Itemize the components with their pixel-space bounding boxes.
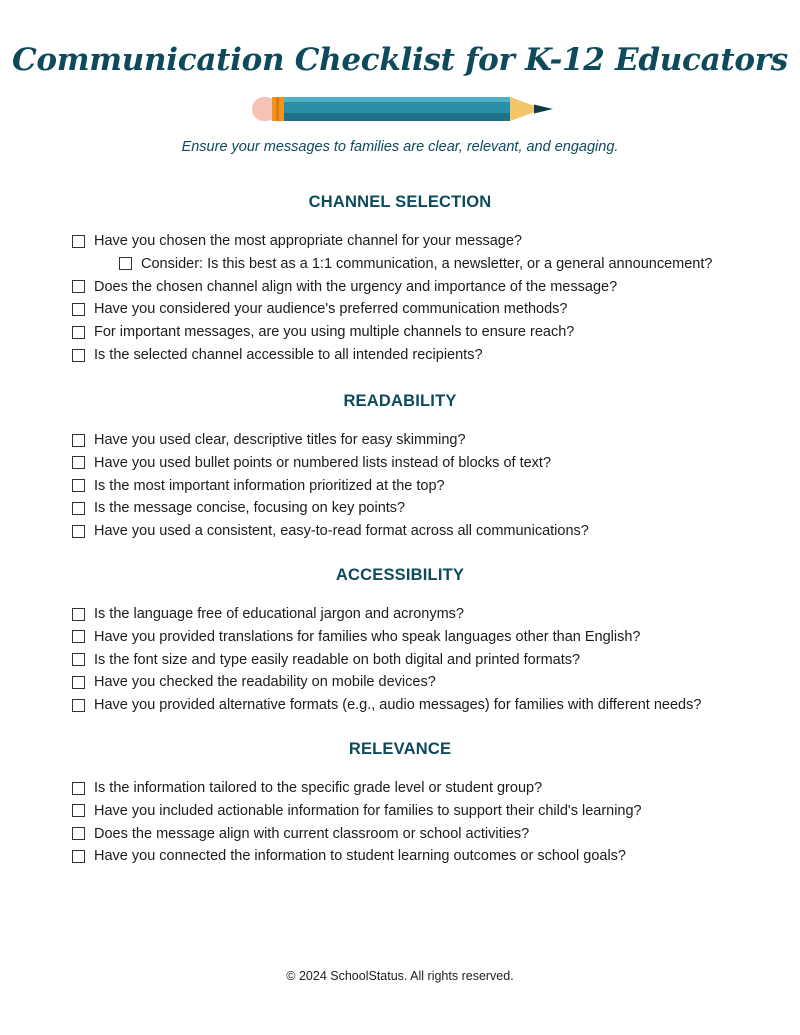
page-subtitle: Ensure your messages to families are clear, relevant, and engaging. [181, 139, 619, 155]
checklist-item [72, 649, 580, 671]
checkbox[interactable] [72, 349, 85, 362]
checkbox[interactable] [72, 850, 85, 863]
section-heading: CHANNEL SELECTION [308, 193, 492, 211]
page-title: Communication Checklist for K-12 Educators [12, 42, 788, 78]
pencil-band-stripe [276, 97, 279, 121]
pencil-body-shade [284, 113, 510, 121]
checkbox[interactable] [72, 630, 85, 643]
checklist-item-label: Is the selected channel accessible to all intended recipients? [94, 347, 483, 363]
checkbox[interactable] [72, 782, 85, 795]
checkbox[interactable] [72, 653, 85, 666]
checkbox[interactable] [72, 676, 85, 689]
checkbox[interactable] [72, 280, 85, 293]
checkbox[interactable] [72, 827, 85, 840]
checklist-item-label: Have you provided translations for families who speak languages other than English? [94, 628, 641, 645]
checklist-item [72, 452, 551, 474]
section-heading: RELEVANCE [348, 740, 452, 758]
checkbox[interactable] [72, 434, 85, 447]
checkbox[interactable] [72, 235, 85, 248]
checkbox[interactable] [72, 608, 85, 621]
section-heading: ACCESSIBILITY [335, 566, 465, 584]
checklist-item-label: Is the most important information prioritized at the top? [94, 477, 445, 494]
checklist-item [72, 230, 522, 252]
checkbox[interactable] [72, 303, 85, 316]
checklist-item [72, 845, 626, 867]
checkbox[interactable] [72, 326, 85, 339]
section-heading: READABILITY [343, 392, 457, 410]
copyright-footer: © 2024 SchoolStatus. All rights reserved. [286, 969, 514, 983]
checklist-item [72, 321, 574, 343]
checklist-item [72, 626, 641, 648]
checklist-item [72, 777, 542, 799]
checklist-item-label: Have you considered your audience's preferred communication methods? [94, 301, 568, 318]
checklist-item-label: Have you included actionable information for families to support their child's learning? [94, 802, 642, 819]
checklist-item-label: Is the language free of educational jargon and acronyms? [94, 606, 464, 622]
checklist-item [72, 429, 466, 451]
pencil-lead [534, 105, 553, 114]
checklist-item-label: Does the message align with current classroom or school activities? [94, 825, 530, 842]
pencil-body-highlight [284, 97, 510, 102]
checklist-item [72, 344, 483, 366]
checklist-item-label: Have you used bullet points or numbered lists instead of blocks of text? [94, 454, 552, 471]
checklist-item-label: Have you connected the information to student learning outcomes or school goals? [94, 848, 626, 865]
checkbox[interactable] [72, 456, 85, 469]
checklist-item-label: Have you used clear, descriptive titles for easy skimming? [94, 432, 466, 448]
checklist-item-label: For important messages, are you using multiple channels to ensure reach? [94, 324, 575, 341]
checklist-item-label: Have you chosen the most appropriate channel for your message? [94, 233, 522, 249]
checklist-item [72, 520, 589, 542]
checklist-item-label: Is the information tailored to the specific grade level or student group? [94, 780, 543, 796]
checkbox[interactable] [72, 479, 85, 492]
checkbox[interactable] [72, 804, 85, 817]
checklist-item-label: Have you used a consistent, easy-to-read format across all communications? [94, 523, 589, 540]
checklist-item-label: Is the message concise, focusing on key points? [94, 500, 406, 517]
checklist-item-label: Have you provided alternative formats (e.g., audio messages) for families with different needs? [94, 697, 702, 714]
checklist-item [72, 694, 701, 716]
checklist-item-label: Is the font size and type easily readable on both digital and printed formats? [94, 651, 581, 668]
checklist-item [72, 671, 436, 693]
checklist-item [72, 823, 529, 845]
pencil-icon [250, 95, 556, 123]
checkbox[interactable] [119, 257, 132, 270]
checklist-item [72, 298, 567, 320]
checkbox[interactable] [72, 502, 85, 515]
checklist-item-label: Have you checked the readability on mobile devices? [94, 674, 436, 691]
checklist-item [72, 497, 405, 519]
checklist-item [119, 253, 712, 275]
checklist-item [72, 276, 617, 298]
checkbox[interactable] [72, 699, 85, 712]
checklist-item [72, 603, 464, 625]
checklist-item-label: Consider: Is this best as a 1:1 communication, a newsletter, or a general announcement? [141, 255, 713, 272]
checklist-item-label: Does the chosen channel align with the urgency and importance of the message? [94, 278, 618, 295]
checkbox[interactable] [72, 525, 85, 538]
checklist-item [72, 475, 445, 497]
checklist-item [72, 800, 642, 822]
